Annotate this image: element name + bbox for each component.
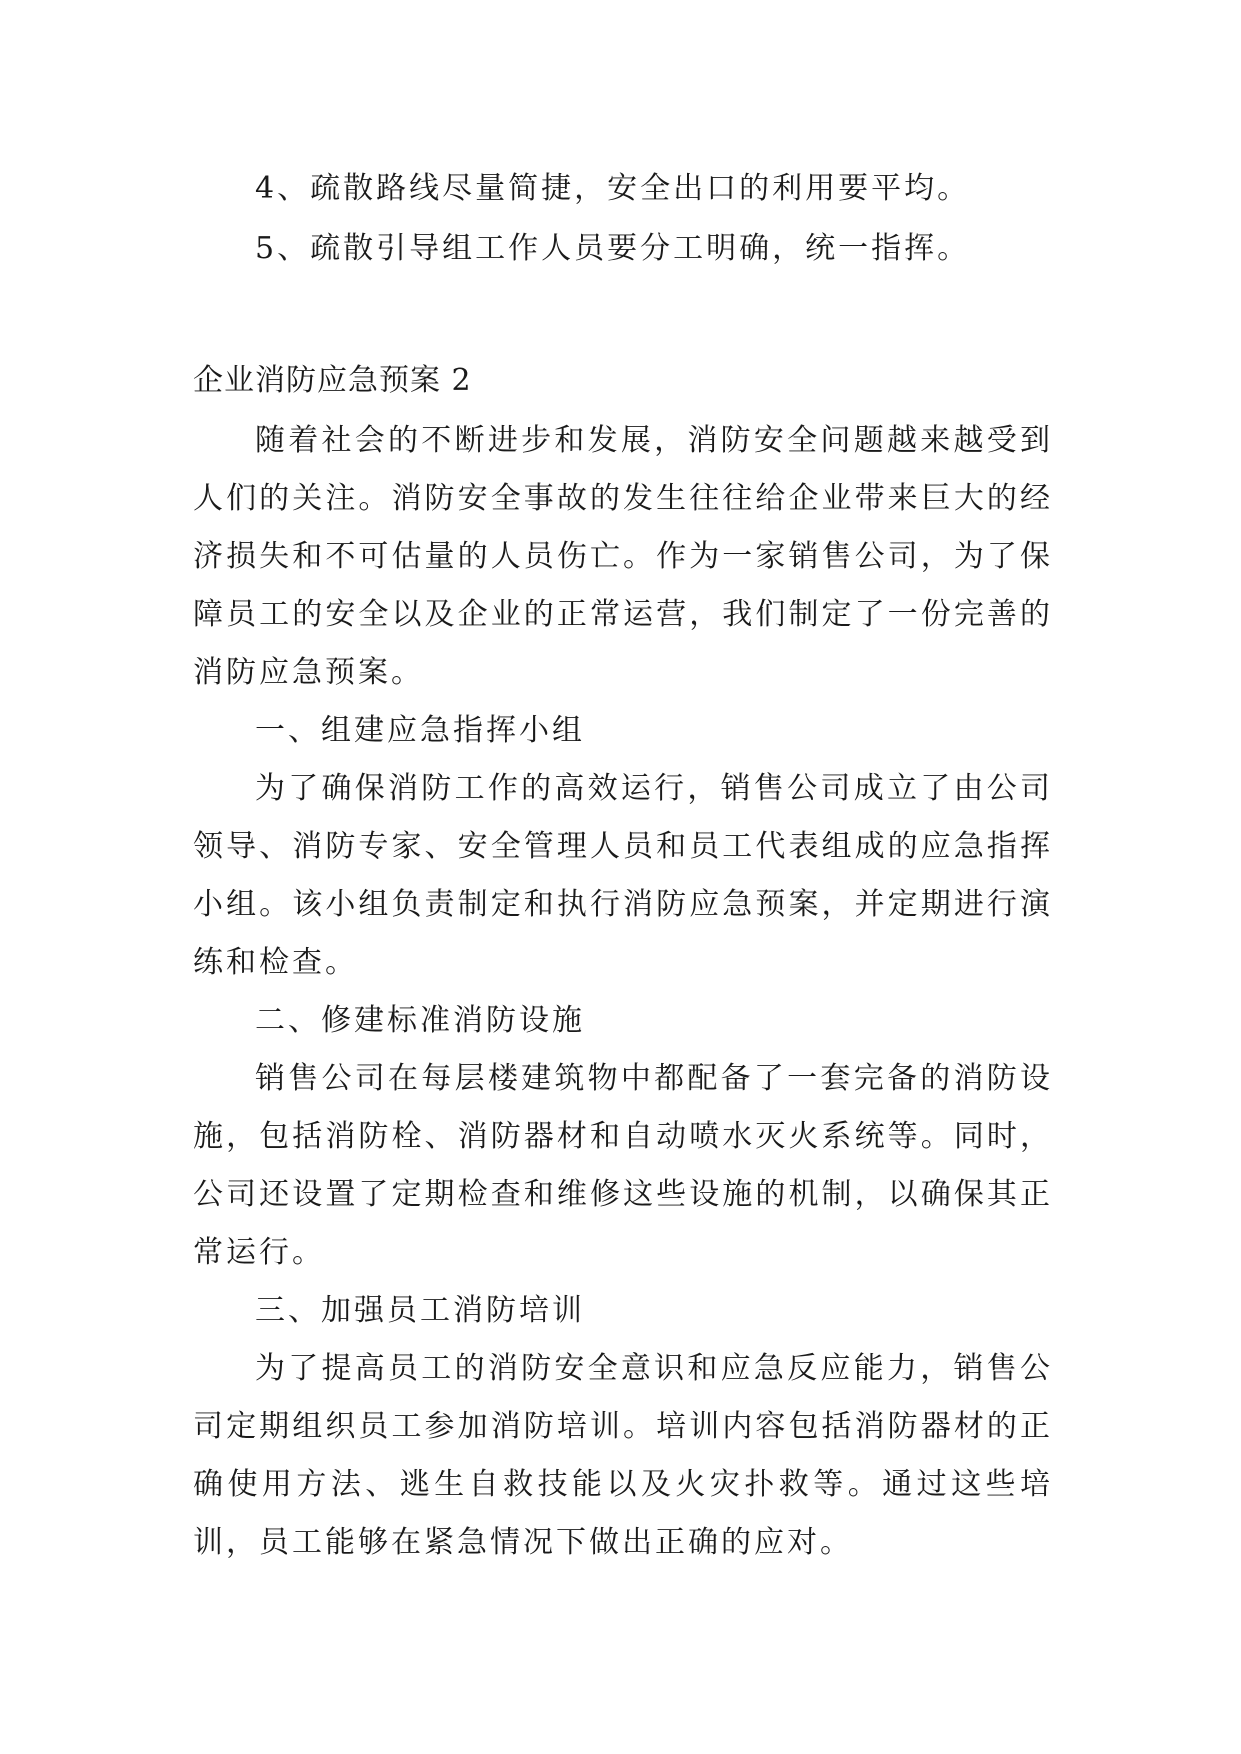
paragraph-facilities: 销售公司在每层楼建筑物中都配备了一套完备的消防设施，包括消防栓、消防器材和自动喷水灭火系统等。同时，公司还设置了定期检查和维修这些设施的机制，以确保其正常运行。 bbox=[193, 1061, 1053, 1270]
paragraph-training: 为了提高员工的消防安全意识和应急反应能力，销售公司定期组织员工参加消防培训。培训内容包括消防器材的正确使用方法、逃生自救技能以及火灾扑救等。通过这些培训，员工能够在紧急情况下做出正确的应对。 bbox=[193, 1351, 1053, 1560]
list-item-4: 4、疏散路线尽量简捷，安全出口的利用要平均。 bbox=[255, 171, 971, 206]
list-item-5: 5、疏散引导组工作人员要分工明确，统一指挥。 bbox=[255, 231, 971, 266]
heading-facilities: 二、修建标准消防设施 bbox=[255, 1003, 585, 1038]
document-body bbox=[193, 160, 1053, 1572]
section-title: 企业消防应急预案 2 bbox=[193, 363, 472, 398]
heading-training: 三、加强员工消防培训 bbox=[255, 1293, 585, 1328]
paragraph-command-group: 为了确保消防工作的高效运行，销售公司成立了由公司领导、消防专家、安全管理人员和员工代表组成的应急指挥小组。该小组负责制定和执行消防应急预案，并定期进行演练和检查。 bbox=[193, 771, 1053, 980]
heading-command-group: 一、组建应急指挥小组 bbox=[255, 713, 585, 748]
paragraph-intro: 随着社会的不断进步和发展，消防安全问题越来越受到人们的关注。消防安全事故的发生往往给企业带来巨大的经济损失和不可估量的人员伤亡。作为一家销售公司，为了保障员工的安全以及企业的正常运营，我们制定了一份完善的消防应急预案。 bbox=[193, 423, 1053, 690]
